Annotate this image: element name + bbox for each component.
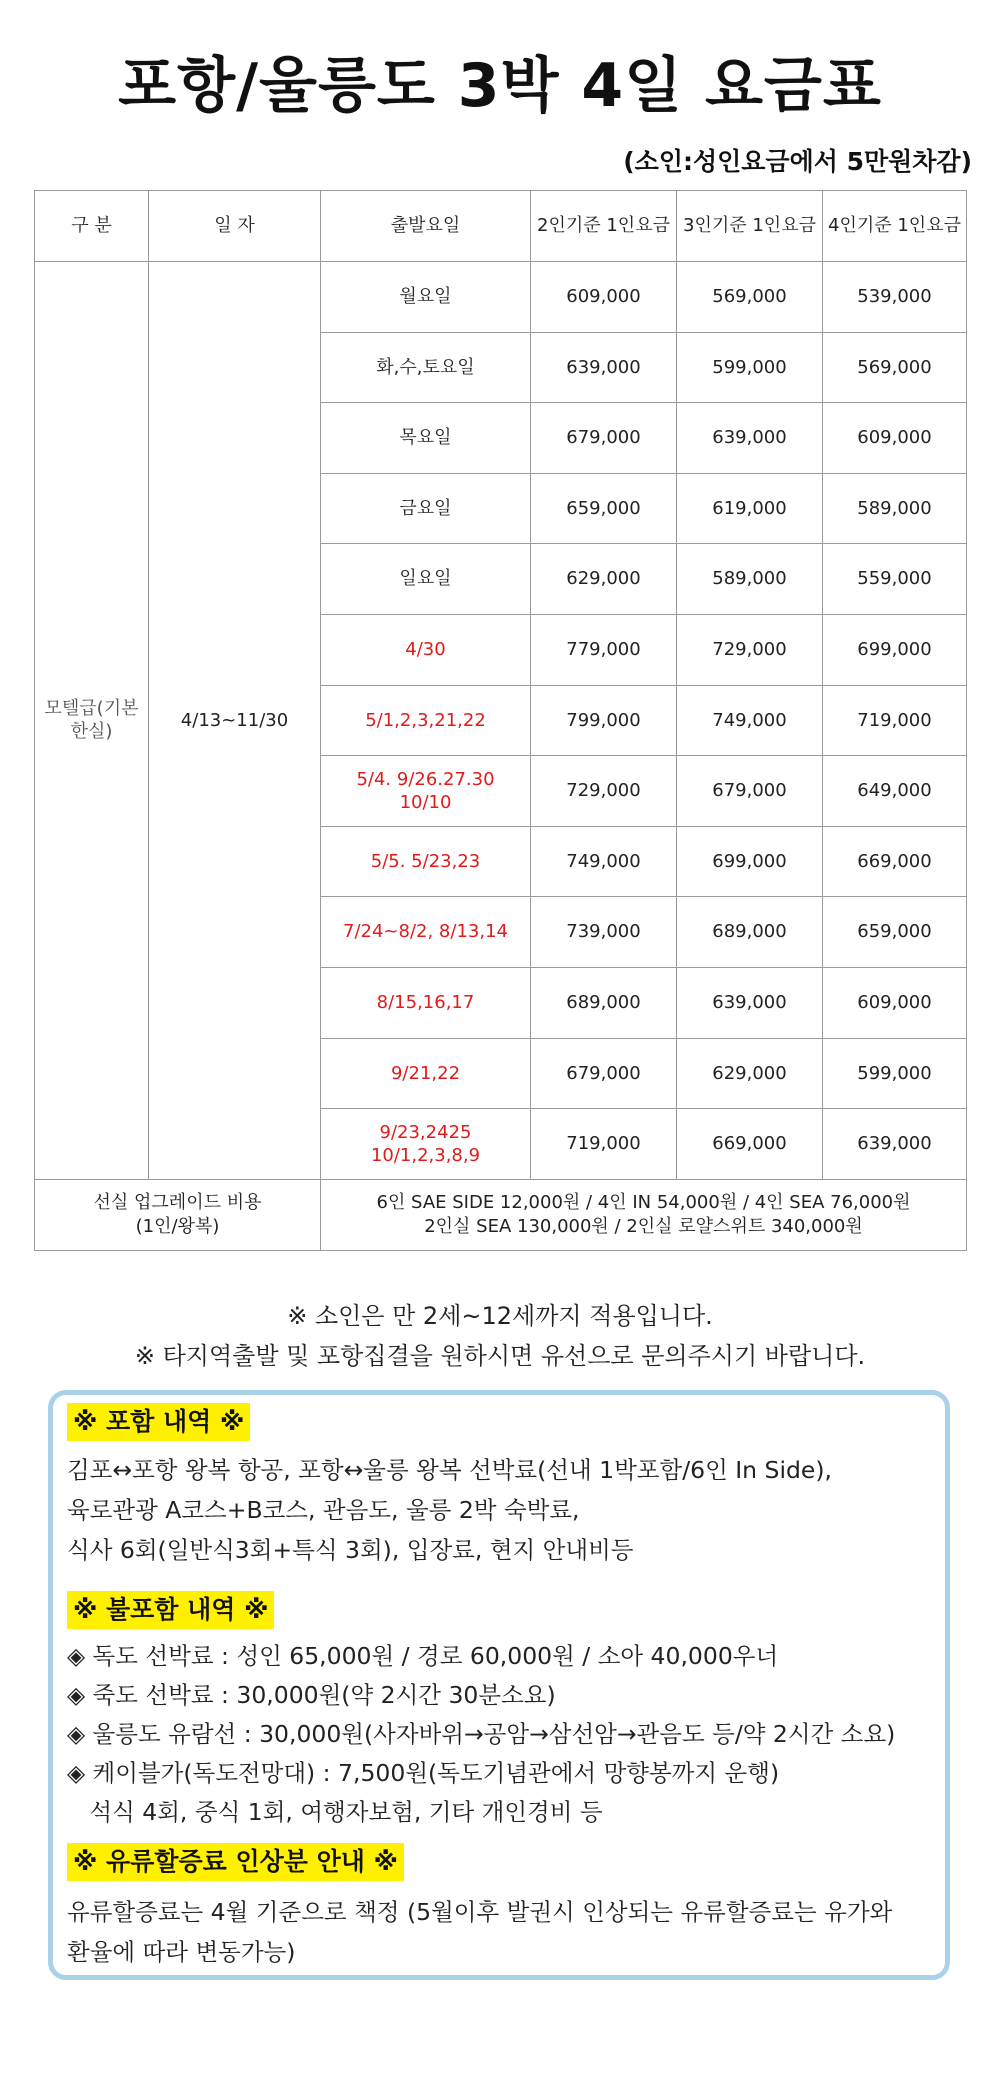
price-cell-p2: 729,000: [531, 756, 677, 827]
price-cell-p4: 589,000: [823, 473, 967, 544]
price-cell-p2: 799,000: [531, 685, 677, 756]
excluded-line: ◈ 울릉도 유람선 : 30,000원(사자바위→공암→삼선암→관음도 등/약 2시간 소요): [67, 1720, 896, 1748]
page-subtitle: (소인:성인요금에서 5만원차감): [623, 147, 972, 176]
page-title: 포항/울릉도 3박 4일 요금표: [118, 51, 882, 121]
departure-day-cell: 화,수,토요일: [321, 332, 531, 403]
price-cell-p3: 599,000: [677, 332, 823, 403]
excluded-line: ◈ 죽도 선박료 : 30,000원(약 2시간 30분소요): [67, 1681, 556, 1709]
header-price-3p: 3인기준 1인요금: [677, 191, 823, 262]
price-cell-p3: 679,000: [677, 756, 823, 827]
fuel-section: [67, 1843, 404, 1881]
price-cell-p2: 739,000: [531, 897, 677, 968]
upgrade-row: [35, 1179, 967, 1250]
price-cell-p4: 599,000: [823, 1038, 967, 1109]
price-cell-p3: 749,000: [677, 685, 823, 756]
included-line: 식사 6회(일반식3회+특식 3회), 입장료, 현지 안내비등: [67, 1536, 634, 1564]
price-cell-p4: 659,000: [823, 897, 967, 968]
price-cell-p3: 639,000: [677, 403, 823, 474]
fare-table: [34, 190, 967, 1251]
price-cell-p3: 639,000: [677, 967, 823, 1038]
header-price-4p: 4인기준 1인요금: [823, 191, 967, 262]
price-cell-p4: 669,000: [823, 826, 967, 897]
table-header-row: [35, 191, 967, 262]
excluded-title: ※ 불포함 내역 ※: [67, 1591, 274, 1629]
departure-day-cell: 4/30: [321, 614, 531, 685]
table-row: [35, 262, 967, 333]
fare-table-body: [35, 262, 967, 1180]
departure-day-cell: 9/23,2425 10/1,2,3,8,9: [321, 1109, 531, 1180]
price-cell-p2: 719,000: [531, 1109, 677, 1180]
header-category: 구 분: [35, 191, 149, 262]
price-cell-p4: 559,000: [823, 544, 967, 615]
excluded-section: [67, 1591, 274, 1629]
price-cell-p4: 609,000: [823, 403, 967, 474]
departure-day-cell: 월요일: [321, 262, 531, 333]
upgrade-label: 선실 업그레이드 비용 (1인/왕복): [35, 1179, 321, 1250]
excluded-line: ◈ 독도 선박료 : 성인 65,000원 / 경로 60,000원 / 소아 40,000우너: [67, 1642, 779, 1670]
price-cell-p2: 659,000: [531, 473, 677, 544]
price-cell-p3: 589,000: [677, 544, 823, 615]
header-departure-day: 출발요일: [321, 191, 531, 262]
excluded-line: 석식 4회, 중식 1회, 여행자보험, 기타 개인경비 등: [67, 1798, 603, 1826]
price-cell-p4: 539,000: [823, 262, 967, 333]
info-box: [48, 1390, 950, 1980]
price-cell-p3: 629,000: [677, 1038, 823, 1109]
upgrade-value: 6인 SAE SIDE 12,000원 / 4인 IN 54,000원 / 4인 SEA 76,000원 2인실 SEA 130,000원 / 2인실 로얄스위트 340,000원: [321, 1179, 967, 1250]
category-cell: 모텔급(기본한실): [35, 262, 149, 1180]
fuel-title: ※ 유류할증료 인상분 안내 ※: [67, 1843, 404, 1881]
header-price-2p: 2인기준 1인요금: [531, 191, 677, 262]
included-section: [67, 1403, 250, 1441]
fuel-line: 환율에 따라 변동가능): [67, 1938, 296, 1966]
price-cell-p3: 699,000: [677, 826, 823, 897]
price-cell-p4: 609,000: [823, 967, 967, 1038]
period-cell: 4/13~11/30: [149, 262, 321, 1180]
price-cell-p4: 639,000: [823, 1109, 967, 1180]
included-title: ※ 포함 내역 ※: [67, 1403, 250, 1441]
price-cell-p2: 689,000: [531, 967, 677, 1038]
price-cell-p2: 629,000: [531, 544, 677, 615]
included-line: 육로관광 A코스+B코스, 관음도, 울릉 2박 숙박료,: [67, 1496, 580, 1524]
departure-day-cell: 5/1,2,3,21,22: [321, 685, 531, 756]
included-line: 김포↔포항 왕복 항공, 포항↔울릉 왕복 선박료(선내 1박포함/6인 In Side),: [67, 1456, 833, 1484]
price-cell-p2: 779,000: [531, 614, 677, 685]
price-cell-p2: 679,000: [531, 1038, 677, 1109]
price-cell-p4: 699,000: [823, 614, 967, 685]
price-cell-p2: 749,000: [531, 826, 677, 897]
notice-other-departure: ※ 타지역출발 및 포항집결을 원하시면 유선으로 문의주시기 바랍니다.: [134, 1342, 866, 1370]
departure-day-cell: 일요일: [321, 544, 531, 615]
price-cell-p3: 689,000: [677, 897, 823, 968]
departure-day-cell: 9/21,22: [321, 1038, 531, 1109]
departure-day-cell: 5/5. 5/23,23: [321, 826, 531, 897]
price-cell-p3: 729,000: [677, 614, 823, 685]
price-cell-p4: 719,000: [823, 685, 967, 756]
price-cell-p3: 619,000: [677, 473, 823, 544]
price-cell-p2: 609,000: [531, 262, 677, 333]
price-cell-p3: 669,000: [677, 1109, 823, 1180]
header-date: 일 자: [149, 191, 321, 262]
excluded-line: ◈ 케이블가(독도전망대) : 7,500원(독도기념관에서 망향봉까지 운행): [67, 1759, 780, 1787]
notice-child-age: ※ 소인은 만 2세~12세까지 적용입니다.: [287, 1302, 713, 1330]
price-cell-p4: 569,000: [823, 332, 967, 403]
departure-day-cell: 목요일: [321, 403, 531, 474]
fuel-line: 유류할증료는 4월 기준으로 책정 (5월이후 발권시 인상되는 유류할증료는 유가와: [67, 1898, 893, 1926]
departure-day-cell: 금요일: [321, 473, 531, 544]
departure-day-cell: 5/4. 9/26.27.30 10/10: [321, 756, 531, 827]
price-cell-p4: 649,000: [823, 756, 967, 827]
departure-day-cell: 7/24~8/2, 8/13,14: [321, 897, 531, 968]
price-cell-p3: 569,000: [677, 262, 823, 333]
price-cell-p2: 639,000: [531, 332, 677, 403]
departure-day-cell: 8/15,16,17: [321, 967, 531, 1038]
price-cell-p2: 679,000: [531, 403, 677, 474]
notice-block: [0, 1296, 1000, 1376]
